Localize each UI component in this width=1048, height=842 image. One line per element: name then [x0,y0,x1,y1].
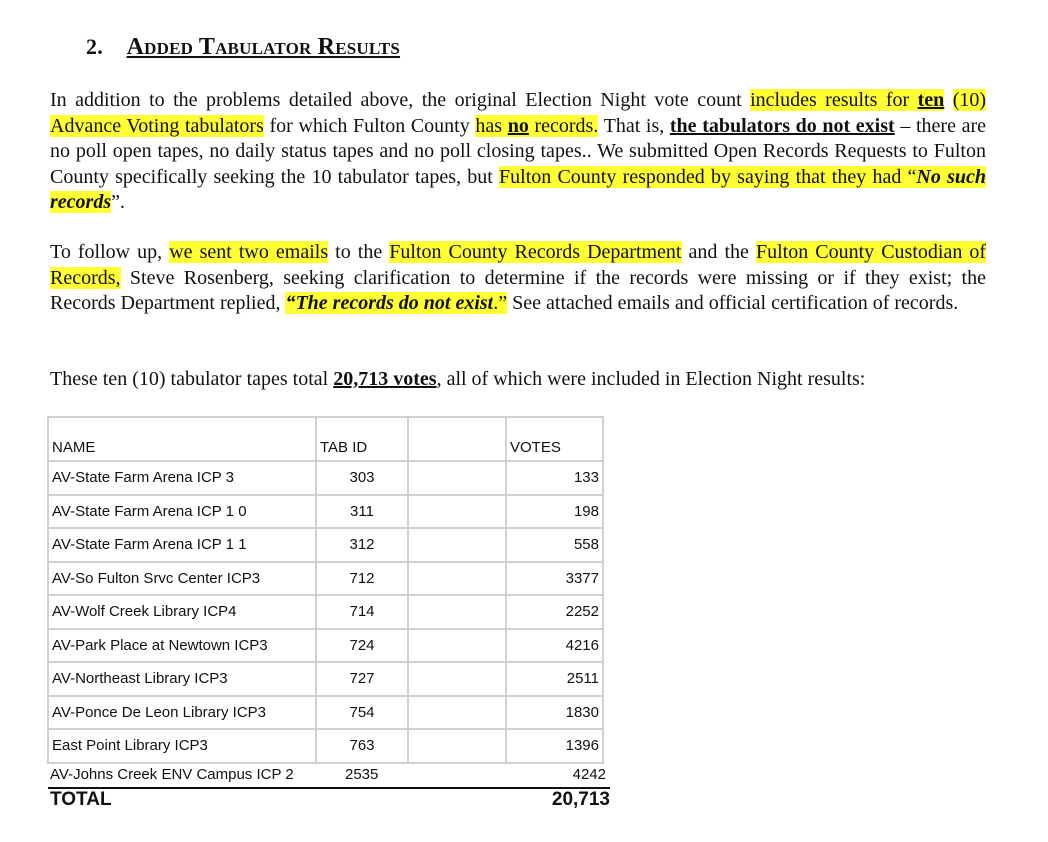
cell-blank [408,562,506,596]
total-label: TOTAL [50,789,112,810]
cell-name: AV-State Farm Arena ICP 3 [48,461,316,495]
cell-name: East Point Library ICP3 [48,729,316,763]
p2-quote-close: .” [493,292,508,314]
cell-tab-id: 311 [316,495,408,529]
p1-quote: No such records [50,165,986,213]
cell-blank [408,461,506,495]
paragraph-total [50,367,986,393]
p1-emphasis: the tabulators do not exist [669,114,895,137]
p2-text: To follow up, [50,241,170,263]
cell-name: AV-State Farm Arena ICP 1 0 [48,495,316,529]
p3-text: , all of which were included in Election Night results: [436,368,866,390]
p2-text: and the [681,241,756,263]
cell-tab-id: 724 [316,629,408,663]
cell-votes: 2252 [506,595,603,629]
p2-highlight: we sent two emails [169,241,329,263]
cell-votes: 133 [506,461,603,495]
total-value: 20,713 [551,789,610,810]
section-title: Added Tabulator Results [126,34,401,60]
cell-votes: 1830 [506,696,603,730]
tabulator-table [47,416,604,764]
p1-highlight: (10) Advance Voting tabulators [50,89,987,137]
header-tab-id: TAB ID [316,417,408,461]
cell-name: AV-Park Place at Newtown ICP3 [48,629,316,663]
p1-highlight-ten: ten [917,89,945,111]
cell-tab-id: 714 [316,595,408,629]
cell-votes: 1396 [506,729,603,763]
section-heading [86,34,400,61]
cell-blank [408,729,506,763]
cell-tab-id: 754 [316,696,408,730]
p2-quote: The records do not exist [295,292,494,314]
cell-name: AV-Ponce De Leon Library ICP3 [48,696,316,730]
table-row [48,696,603,730]
p1-text: ”. [111,191,125,213]
table-row [48,461,603,495]
table-row-unboxed [50,764,608,786]
p3-total-votes: 20,713 votes [333,368,437,390]
cell-tab-id: 2535 [345,766,379,783]
cell-tab-id: 763 [316,729,408,763]
cell-blank [408,662,506,696]
cell-blank [408,696,506,730]
p1-text: In addition to the problems detailed above, the original Election Night vote count [50,89,751,111]
p2-text: Steve Rosenberg, seeking clarification to determine if the records were missing or if they exist; the Records Department replied, [50,266,986,314]
cell-blank [408,629,506,663]
table-header-row [48,417,603,461]
cell-votes: 3377 [506,562,603,596]
cell-blank [408,595,506,629]
p2-highlight: Fulton County Custodian of Records, [50,241,987,289]
table-row [48,495,603,529]
cell-tab-id: 312 [316,528,408,562]
p1-highlight: Fulton County responded by saying that they had “ [499,165,917,188]
p1-highlight: has [475,114,508,137]
header-votes: VOTES [506,417,603,461]
cell-name: AV-State Farm Arena ICP 1 1 [48,528,316,562]
cell-name: AV-Northeast Library ICP3 [48,662,316,696]
cell-tab-id: 303 [316,461,408,495]
cell-votes: 558 [506,528,603,562]
p2-text: See attached emails and official certification of records. [507,292,959,314]
cell-tab-id: 727 [316,662,408,696]
cell-blank [408,528,506,562]
cell-name: AV-Johns Creek ENV Campus ICP 2 [50,766,294,783]
cell-name: AV-So Fulton Srvc Center ICP3 [48,562,316,596]
total-row [50,789,610,813]
table-row [48,662,603,696]
p1-text: That is, [598,114,670,137]
header-blank [408,417,506,461]
table-row [48,528,603,562]
p1-highlight: includes results for [750,89,918,111]
cell-blank [408,495,506,529]
p3-text: These ten (10) tabulator tapes total [50,368,334,390]
table-row [48,595,603,629]
paragraph-missing-tabulators [50,88,986,216]
paragraph-follow-up [50,240,986,317]
p1-highlight-no: no [507,114,529,137]
section-number: 2. [86,34,103,59]
table-row [48,729,603,763]
p2-highlight: Fulton County Records Department [389,241,682,263]
table-row [48,629,603,663]
p1-text: for which Fulton County [263,114,476,137]
cell-votes: 4216 [506,629,603,663]
cell-name: AV-Wolf Creek Library ICP4 [48,595,316,629]
p1-text: – there are no poll open tapes, no daily status tapes and no poll closing tapes.. We submitted Open Records Requests to Fulton County specifically seeking the 10 tabulator tapes, but [50,114,986,188]
p1-highlight: records. [528,114,599,137]
cell-votes: 2511 [506,662,603,696]
cell-votes: 198 [506,495,603,529]
cell-tab-id: 712 [316,562,408,596]
p2-text: to the [328,241,390,263]
header-name: NAME [48,417,316,461]
table-row [48,562,603,596]
cell-votes: 4242 [572,766,606,783]
p2-quote-open: “ [285,292,296,314]
